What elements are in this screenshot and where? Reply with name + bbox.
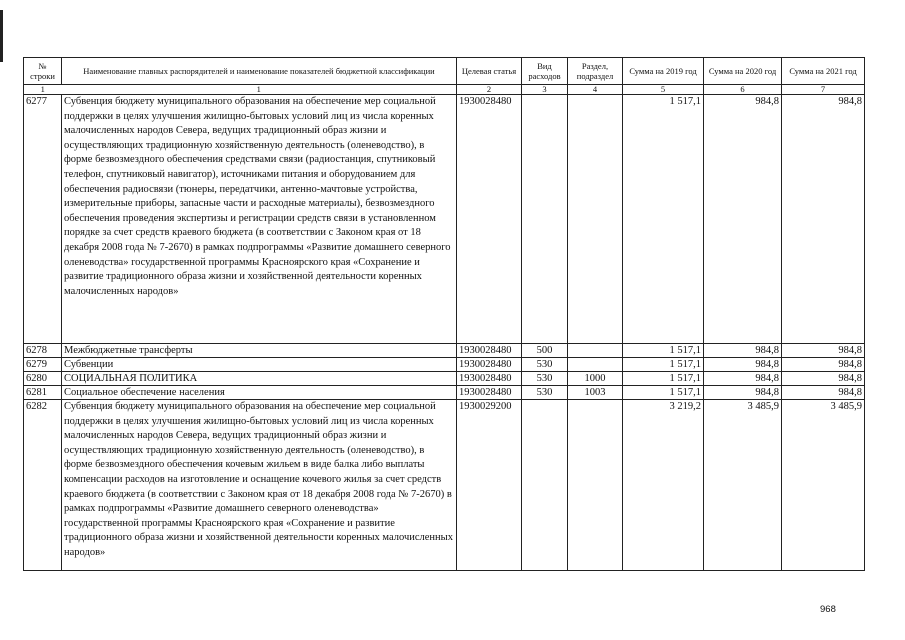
row-section: 1000 [568, 372, 623, 386]
row-sum-2020: 984,8 [704, 95, 782, 344]
row-section [568, 344, 623, 358]
row-sum-2019: 1 517,1 [623, 372, 704, 386]
row-number: 6280 [24, 372, 62, 386]
row-section [568, 400, 623, 571]
header-sum-2021: Сумма на 2021 год [782, 58, 865, 85]
row-number: 6279 [24, 358, 62, 372]
table-row [24, 386, 865, 400]
row-sum-2021: 984,8 [782, 386, 865, 400]
header-row-no: № строки [24, 58, 62, 85]
binding-edge-mark [0, 10, 3, 62]
table-row [24, 95, 865, 344]
table-header-row [24, 58, 865, 85]
row-target: 1930028480 [457, 344, 522, 358]
row-sum-2019: 3 219,2 [623, 400, 704, 571]
row-target: 1930028480 [457, 372, 522, 386]
column-number: 2 [457, 85, 522, 95]
row-name: Субвенция бюджету муниципального образования на обеспечение мер социальной поддержки в целях улучшения жилищно-бытовых условий лиц из числа коренных малочисленных народов Севера, ведущих традиционный образ жизни и осуществляющих традиционную хозяйственную деятельность (оленеводство), в форме безвозмездного обеспечения средствами связи (радиостанция, спутниковый телефон, спутниковый навигатор), источниками питания и оборудованием для обеспечения радиосвязи (тюнеры, передатчики, антенно-мачтовые устройства, измерительные приборы, запасные части и расходные материалы), безвозмездного обеспечения проведения экспертизы и регистрации средств связи в установленном порядке за счет средств краевого бюджета (в соответствии с Законом края от 18 декабря 2008 года № 7-2670) в рамках подпрограммы «Развитие домашнего северного оленеводства» государственной программы Красноярского края «Сохранение и развитие традиционного образа жизни и хозяйственной деятельности коренных малочисленных народов» [62, 95, 457, 344]
row-name: Межбюджетные трансферты [62, 344, 457, 358]
row-exp-type: 530 [522, 372, 568, 386]
row-sum-2021: 984,8 [782, 358, 865, 372]
row-number: 6282 [24, 400, 62, 571]
row-sum-2020: 984,8 [704, 358, 782, 372]
row-section: 1003 [568, 386, 623, 400]
row-section [568, 95, 623, 344]
table-row [24, 344, 865, 358]
header-sum-2019: Сумма на 2019 год [623, 58, 704, 85]
column-number: 7 [782, 85, 865, 95]
row-sum-2020: 984,8 [704, 386, 782, 400]
row-name: Социальное обеспечение населения [62, 386, 457, 400]
row-number: 6281 [24, 386, 62, 400]
header-exp-type: Вид расходов [522, 58, 568, 85]
row-sum-2019: 1 517,1 [623, 95, 704, 344]
row-sum-2021: 3 485,9 [782, 400, 865, 571]
page-number: 968 [820, 604, 836, 615]
row-sum-2021: 984,8 [782, 372, 865, 386]
row-name: Субвенции [62, 358, 457, 372]
row-sum-2019: 1 517,1 [623, 358, 704, 372]
budget-table [23, 57, 865, 571]
column-number: 1 [62, 85, 457, 95]
row-exp-type: 500 [522, 344, 568, 358]
table-row [24, 400, 865, 571]
row-sum-2021: 984,8 [782, 95, 865, 344]
row-number: 6278 [24, 344, 62, 358]
header-sum-2020: Сумма на 2020 год [704, 58, 782, 85]
row-sum-2021: 984,8 [782, 344, 865, 358]
row-target: 1930028480 [457, 95, 522, 344]
table-row [24, 372, 865, 386]
table-row [24, 358, 865, 372]
header-target: Целевая статья [457, 58, 522, 85]
row-number: 6277 [24, 95, 62, 344]
row-target: 1930028480 [457, 358, 522, 372]
row-sum-2020: 3 485,9 [704, 400, 782, 571]
row-name: СОЦИАЛЬНАЯ ПОЛИТИКА [62, 372, 457, 386]
row-sum-2020: 984,8 [704, 372, 782, 386]
column-number: 5 [623, 85, 704, 95]
header-section: Раздел, подраздел [568, 58, 623, 85]
row-name: Субвенция бюджету муниципального образования на обеспечение мер социальной поддержки в целях улучшения жилищно-бытовых условий лиц из числа коренных малочисленных народов Севера, ведущих традиционный образ жизни и осуществляющих традиционную хозяйственную деятельность (оленеводство), в форме безвозмездного обеспечения кочевым жильем в виде балка либо выплаты компенсации расходов на изготовление и оснащение кочевого жилья за счет средств краевого бюджета (в соответствии с Законом края от 18 декабря 2008 года № 7-2670) в рамках подпрограммы «Развитие домашнего северного оленеводства» государственной программы Красноярского края «Сохранение и развитие традиционного образа жизни и хозяйственной деятельности коренных малочисленных народов» [62, 400, 457, 571]
row-exp-type: 530 [522, 386, 568, 400]
row-sum-2019: 1 517,1 [623, 386, 704, 400]
row-exp-type: 530 [522, 358, 568, 372]
column-number: 1 [24, 85, 62, 95]
column-number: 4 [568, 85, 623, 95]
row-target: 1930028480 [457, 386, 522, 400]
header-name: Наименование главных распорядителей и наименование показателей бюджетной классификации [62, 58, 457, 85]
column-number: 3 [522, 85, 568, 95]
row-sum-2019: 1 517,1 [623, 344, 704, 358]
row-exp-type [522, 400, 568, 571]
column-number-row [24, 85, 865, 95]
column-number: 6 [704, 85, 782, 95]
row-sum-2020: 984,8 [704, 344, 782, 358]
row-exp-type [522, 95, 568, 344]
row-section [568, 358, 623, 372]
row-target: 1930029200 [457, 400, 522, 571]
